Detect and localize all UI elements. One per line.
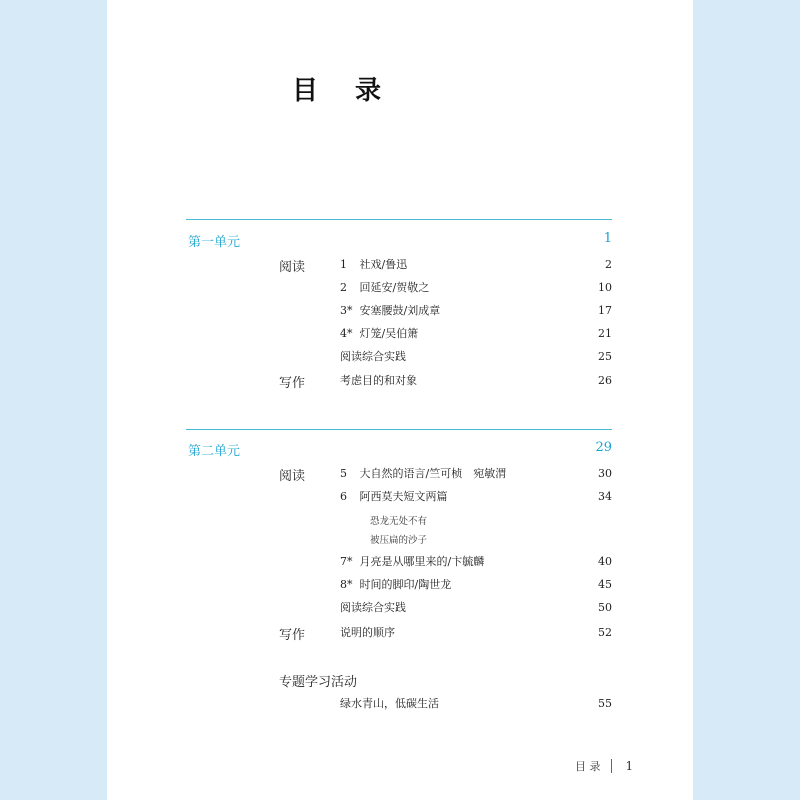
entry-page: 26 [598,374,612,387]
footer-page-number: 1 [625,759,634,773]
toc-entry[interactable] [340,326,612,342]
toc-subitem[interactable]: 被压扁的沙子 [370,535,428,546]
unit-divider [186,429,612,430]
unit-divider [186,219,612,220]
section-label-writing: 写作 [279,376,306,391]
unit-page: 29 [595,440,612,455]
toc-entry[interactable] [340,489,612,505]
unit-title: 第一单元 [188,235,241,250]
entry-title: 说明的顺序 [340,626,395,639]
entry-page: 10 [598,281,612,294]
toc-entry[interactable] [340,303,612,319]
toc-subitem[interactable]: 恐龙无处不有 [370,516,428,527]
entry-title: 阿西莫夫短文两篇 [359,490,448,503]
section-label-reading: 阅读 [279,260,306,275]
entry-title: 安塞腰鼓/刘成章 [359,304,441,317]
toc-entry[interactable] [340,554,612,570]
page-title: 目 录 [292,76,396,106]
entry-page: 17 [598,304,612,317]
entry-title: 灯笼/吴伯箫 [359,327,419,340]
toc-entry[interactable] [340,466,612,482]
unit-title: 第二单元 [188,444,241,459]
entry-page: 45 [598,578,612,591]
page [107,0,693,800]
entry-number: 6 [340,490,347,503]
toc-entry[interactable] [340,373,612,389]
toc-entry[interactable] [340,257,612,273]
toc-entry[interactable] [340,625,612,641]
section-label-writing: 写作 [279,628,306,643]
entry-page: 55 [598,697,612,710]
entry-title: 回延安/贺敬之 [359,281,430,294]
entry-page: 2 [605,258,612,271]
toc-entry[interactable] [340,280,612,296]
entry-title: 社戏/鲁迅 [359,258,408,271]
unit-page: 1 [603,231,612,246]
footer-label: 目 录 [575,760,601,773]
entry-number: 8* [340,578,353,591]
page-footer [575,758,633,774]
entry-page: 40 [598,555,612,568]
entry-page: 21 [598,327,612,340]
entry-title: 时间的脚印/陶世龙 [359,578,452,591]
entry-page: 50 [598,601,612,614]
entry-title: 月亮是从哪里来的/卞毓麟 [359,555,485,568]
entry-number: 2 [340,281,347,294]
entry-title: 绿水青山，低碳生活 [340,697,439,710]
toc-entry[interactable] [340,577,612,593]
entry-page: 52 [598,626,612,639]
toc-entry[interactable] [340,349,612,365]
entry-page: 34 [598,490,612,503]
toc-entry[interactable] [340,600,612,616]
toc-entry[interactable] [340,696,612,712]
section-label-reading: 阅读 [279,469,306,484]
footer-divider [611,759,612,773]
entry-title: 大自然的语言/竺可桢 宛敏渭 [359,467,507,480]
entry-title: 考虑目的和对象 [340,374,417,387]
entry-title: 阅读综合实践 [340,601,406,614]
topic-heading: 专题学习活动 [279,675,358,690]
entry-number: 7* [340,555,353,568]
entry-title: 阅读综合实践 [340,350,406,363]
entry-page: 25 [598,350,612,363]
entry-page: 30 [598,467,612,480]
entry-number: 1 [340,258,347,271]
entry-number: 3* [340,304,353,317]
entry-number: 4* [340,327,353,340]
entry-number: 5 [340,467,347,480]
